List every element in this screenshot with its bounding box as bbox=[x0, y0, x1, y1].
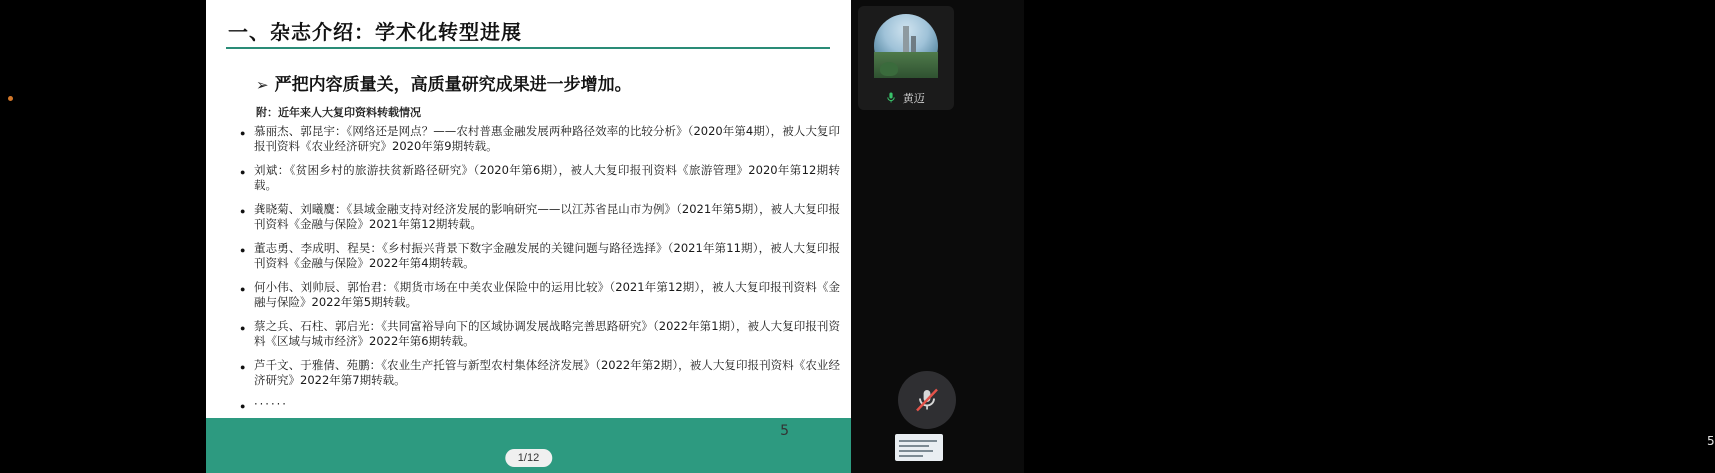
participant-video-tile[interactable] bbox=[858, 6, 954, 110]
list-item bbox=[240, 202, 840, 232]
microphone-muted-icon bbox=[912, 385, 942, 415]
arrow-bullet-icon: ➢ bbox=[256, 76, 269, 94]
list-item-text: 董志勇、李成明、程昊：《乡村振兴背景下数字金融发展的关键问题与路径选择》（2021年第11期），被人大复印报刊资料《金融与保险》2022年第4期转载。 bbox=[254, 241, 840, 270]
status-dot bbox=[8, 96, 13, 101]
page-indicator[interactable]: 1/12 bbox=[505, 449, 552, 467]
slide-thumbnail-preview[interactable] bbox=[895, 434, 943, 461]
bullet-icon: ● bbox=[240, 323, 246, 333]
list-item bbox=[240, 163, 840, 193]
bullet-icon: ● bbox=[240, 167, 246, 177]
list-item-text: 刘斌：《贫困乡村的旅游扶贫新路径研究》（2020年第6期），被人大复印报刊资料《旅游管理》2020年第12期转载。 bbox=[254, 163, 840, 192]
participant-avatar bbox=[874, 14, 938, 78]
list-item bbox=[240, 124, 840, 154]
slide-page-number: 5 bbox=[780, 423, 789, 439]
slide-headline bbox=[256, 70, 836, 95]
presentation-slide[interactable] bbox=[206, 0, 851, 473]
bullet-icon: ● bbox=[240, 362, 246, 372]
list-item-text: 慕丽杰、郭昆宇：《网络还是网点？——农村普惠金融发展两种路径效率的比较分析》（2020年第4期），被人大复印报刊资料《农业经济研究》2020年第9期转载。 bbox=[254, 124, 840, 153]
list-item-text: 蔡之兵、石柱、郭启光：《共同富裕导向下的区域协调发展战略完善思路研究》（2022年第1期），被人大复印报刊资料《区域与城市经济》2022年第6期转载。 bbox=[254, 319, 840, 348]
slide-item-list bbox=[240, 124, 840, 421]
list-item-text: 龚晓菊、刘曦麌：《县域金融支持对经济发展的影响研究——以江苏省昆山市为例》（2021年第5期），被人大复印报刊资料《金融与保险》2021年第12期转载。 bbox=[254, 202, 840, 231]
bullet-icon: ● bbox=[240, 401, 246, 411]
bullet-icon: ● bbox=[240, 284, 246, 294]
bullet-icon: ● bbox=[240, 206, 246, 216]
participant-name-text: 黄迈 bbox=[902, 92, 925, 105]
microphone-icon bbox=[887, 92, 895, 103]
slide-title: 一、杂志介绍：学术化转型进展 bbox=[228, 20, 522, 44]
list-item bbox=[240, 397, 840, 412]
list-item bbox=[240, 280, 840, 310]
photo-bush-shape bbox=[880, 62, 898, 76]
list-item-text: 何小伟、刘帅辰、郭怡君：《期货市场在中美农业保险中的运用比较》（2021年第12期），被人大复印报刊资料《金融与保险》2022年第5期转载。 bbox=[254, 280, 840, 309]
list-item bbox=[240, 241, 840, 271]
bullet-icon: ● bbox=[240, 128, 246, 138]
mute-toggle-button[interactable] bbox=[898, 371, 956, 429]
list-item-text: ······ bbox=[254, 397, 288, 411]
list-item bbox=[240, 319, 840, 349]
participant-name-label bbox=[858, 90, 954, 106]
panel-corner-number: 5 bbox=[1707, 434, 1715, 448]
bullet-icon: ● bbox=[240, 245, 246, 255]
list-item bbox=[240, 358, 840, 388]
slide-headline-text: 严把内容质量关，高质量研究成果进一步增加。 bbox=[274, 75, 632, 95]
list-item-text: 芦千文、于雅倩、苑鹏：《农业生产托管与新型农村集体经济发展》（2022年第2期），被人大复印报刊资料《农业经济研究》2022年第7期转载。 bbox=[254, 358, 840, 387]
title-divider bbox=[226, 47, 830, 49]
slide-note: 附：近年来人大复印资料转载情况 bbox=[256, 106, 421, 119]
